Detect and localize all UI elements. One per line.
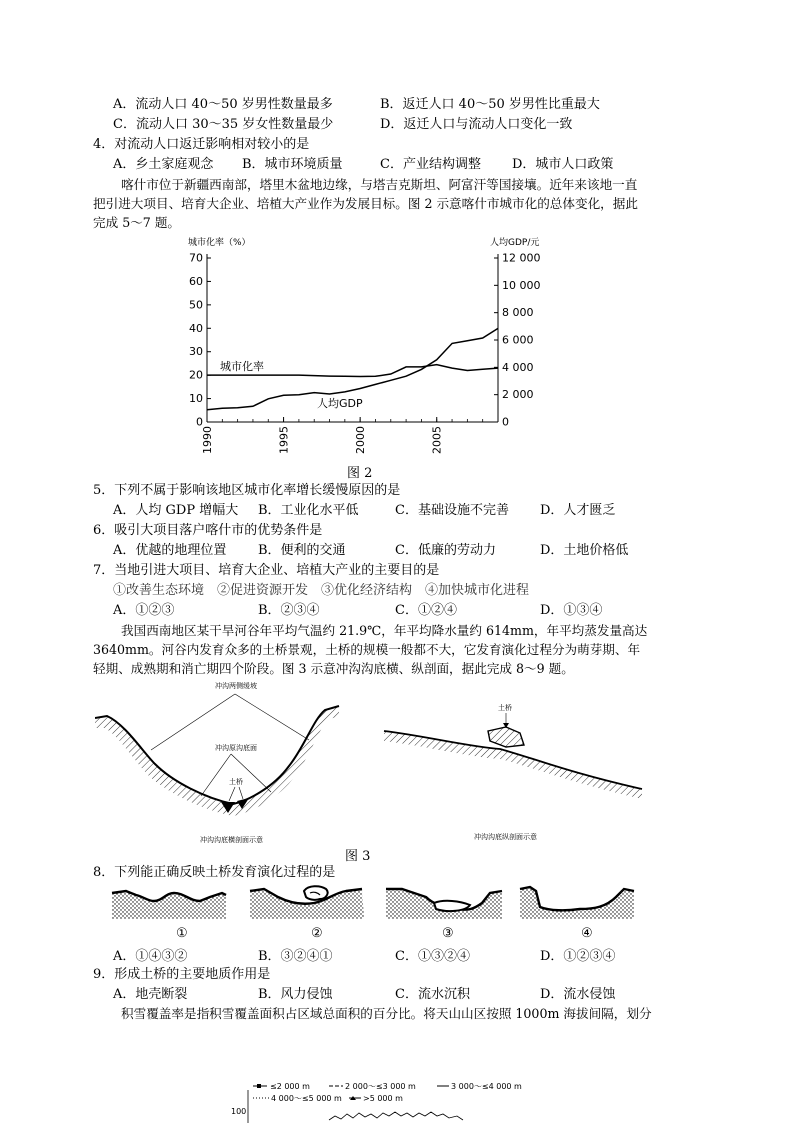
q6-option-c: C．低廉的劳动力 — [395, 543, 496, 558]
passage1-line3: 完成 5～7 题。 — [93, 215, 181, 230]
q7-stem: 7．当地引进大项目、培育大企业、培植大产业的主要目的是 — [93, 563, 440, 578]
q8-fig-label-4: ④ — [581, 926, 593, 941]
figure-3-caption: 图 3 — [345, 849, 371, 864]
q5-option-a: A．人均 GDP 增幅大 — [113, 503, 239, 518]
q9-option-a: A．地壳断裂 — [113, 987, 188, 1002]
q8-option-a: A．①④③② — [113, 949, 188, 964]
label-original-floor: 冲沟原沟底面 — [215, 744, 257, 752]
q6-option-d: D．土地价格低 — [540, 543, 629, 558]
fig4-top-series — [329, 1112, 463, 1120]
q9-stem: 9．形成土桥的主要地质作用是 — [93, 967, 271, 982]
q7-option-d: D．①③④ — [540, 603, 603, 618]
q5-option-d: D．人才匮乏 — [540, 503, 616, 518]
q8-option-d: D．①②③④ — [540, 949, 616, 964]
left-tick-label: 20 — [189, 368, 203, 382]
chart-right-axis-label: 人均GDP/元 — [490, 238, 540, 248]
right-tick-label: 0 — [502, 415, 509, 429]
q8-stem: 8．下列能正确反映土桥发育演化过程的是 — [93, 865, 336, 880]
right-tick-label: 12 000 — [502, 251, 541, 265]
q4-option-a: A．乡土家庭观念 — [113, 157, 214, 172]
figure-3-longitudinal-section — [380, 695, 650, 845]
q8-fig-label-3: ③ — [442, 926, 454, 941]
label-earth-bridge-right: 土桥 — [498, 704, 512, 712]
chart-left-axis-label: 城市化率（%） — [188, 238, 251, 248]
left-tick-label: 70 — [189, 251, 203, 265]
passage1-line1: 喀什市位于新疆西南部，塔里木盆地边缘，与塔吉克斯坦、阿富汗等国接壤。近年来该地一直 — [121, 177, 638, 192]
passage2-line1: 我国西南地区某干旱河谷年平均气温约 21.9℃，年平均降水量约 614mm，年平均蒸发量高达 — [121, 623, 648, 638]
q8-figure-3 — [386, 889, 502, 919]
left-tick-label: 0 — [196, 415, 203, 429]
svg-text:2 000～≤3 000 m: 2 000～≤3 000 m — [345, 1082, 416, 1091]
q8-figures — [110, 883, 650, 923]
q6-option-b: B．便利的交通 — [258, 543, 346, 558]
q8-option-b: B．③②④① — [258, 949, 333, 964]
passage2-line2: 3640mm。河谷内发育众多的土桥景观，土桥的规模一般都不大，它发育演化过程分为萌芽期、年 — [93, 642, 641, 657]
passage2-line3: 轻期、成熟期和消亡期四个阶段。图 3 示意冲沟沟底横、纵剖面，据此完成 8～9 题。 — [93, 661, 574, 676]
legend-4000-5000 — [253, 1094, 342, 1103]
legend-gt5000 — [349, 1094, 403, 1103]
q8-option-c: C．①③②④ — [395, 949, 470, 964]
long-section-title: 冲沟沟底纵剖面示意 — [474, 833, 537, 841]
chart-axes — [189, 252, 541, 455]
fig4-y-tick-100: 100 — [231, 1107, 247, 1116]
q8-fig-label-1: ① — [176, 926, 188, 941]
legend-3000-4000 — [437, 1082, 522, 1091]
earth-bridge-block — [488, 727, 524, 747]
legend-2000-3000 — [329, 1082, 416, 1091]
q5-option-b: B．工业化水平低 — [258, 503, 359, 518]
q3-option-c: C．流动人口 30～35 岁女性数量最少 — [113, 117, 334, 132]
x-tick-label: 2000 — [354, 426, 368, 454]
svg-text:≤2 000 m: ≤2 000 m — [270, 1082, 310, 1091]
left-tick-label: 30 — [189, 345, 203, 359]
q3-option-d: D．返迁人口与流动人口变化一致 — [380, 117, 573, 132]
left-tick-label: 40 — [189, 321, 203, 335]
figure-4-partial — [225, 1078, 545, 1123]
q7-items: ①改善生态环境 ②促进资源开发 ③优化经济结构 ④加快城市化进程 — [113, 583, 530, 598]
svg-text:3 000～≤4 000 m: 3 000～≤4 000 m — [451, 1082, 522, 1091]
figure-2-caption: 图 2 — [347, 466, 373, 481]
right-tick-label: 10 000 — [502, 278, 541, 292]
q3-option-b: B．返迁人口 40～50 岁男性比重最大 — [380, 97, 600, 112]
x-tick-label: 1990 — [201, 426, 214, 454]
q4-stem: 4．对流动人口返迁影响相对较小的是 — [93, 137, 310, 152]
q8-figure-1 — [112, 891, 226, 919]
legend-le2000 — [253, 1082, 310, 1091]
q8-fig-label-2: ② — [311, 926, 323, 941]
right-tick-label: 8 000 — [502, 306, 534, 320]
right-tick-label: 6 000 — [502, 333, 534, 347]
figure-2-chart — [180, 232, 560, 460]
q5-option-c: C．基础设施不完善 — [395, 503, 509, 518]
q6-stem: 6．吸引大项目落户喀什市的优势条件是 — [93, 523, 323, 538]
q5-stem: 5．下列不属于影响该地区城市化率增长缓慢原因的是 — [93, 483, 401, 498]
label-earth-bridge: 土桥 — [229, 778, 243, 786]
passage3-line1: 积雪覆盖率是指积雪覆盖面积占区域总面积的百分比。将天山山区按照 1000m 海拔间隔，划分 — [121, 1006, 652, 1021]
series-label-urbanization: 城市化率 — [220, 360, 264, 373]
x-tick-label: 1995 — [277, 426, 291, 454]
passage1-line2: 把引进大项目、培育大企业、培植大产业作为发展目标。图 2 示意喀什市城市化的总体变化，据此 — [93, 196, 638, 211]
svg-text:>5 000 m: >5 000 m — [363, 1094, 403, 1103]
right-tick-label: 4 000 — [502, 360, 534, 374]
series-label-gdp: 人均GDP — [317, 397, 363, 410]
q4-option-d: D．城市人口政策 — [512, 157, 614, 172]
q9-option-d: D．流水侵蚀 — [540, 987, 616, 1002]
right-tick-label: 2 000 — [502, 388, 534, 402]
q4-option-c: C．产业结构调整 — [380, 157, 481, 172]
q7-option-c: C．①②④ — [395, 603, 457, 618]
figure-3-cross-section — [95, 680, 355, 848]
q6-option-a: A．优越的地理位置 — [113, 543, 227, 558]
cross-section-title: 冲沟沟底横剖面示意 — [200, 836, 263, 844]
q3-option-a: A．流动人口 40～50 岁男性数量最多 — [113, 97, 333, 112]
left-tick-label: 10 — [189, 392, 203, 406]
x-tick-label: 2005 — [430, 426, 444, 454]
q9-option-b: B．风力侵蚀 — [258, 987, 333, 1002]
label-gully-slopes: 冲沟两侧缓坡 — [215, 682, 257, 690]
q9-option-c: C．流水沉积 — [395, 987, 470, 1002]
left-tick-label: 60 — [189, 274, 203, 288]
q4-option-b: B．城市环境质量 — [242, 157, 343, 172]
q7-option-a: A．①②③ — [113, 603, 175, 618]
q8-figure-2 — [250, 886, 364, 919]
q8-figure-4 — [520, 887, 634, 919]
svg-text:4 000～≤5 000 m: 4 000～≤5 000 m — [271, 1094, 342, 1103]
left-tick-label: 50 — [189, 298, 203, 312]
q7-option-b: B．②③④ — [258, 603, 320, 618]
